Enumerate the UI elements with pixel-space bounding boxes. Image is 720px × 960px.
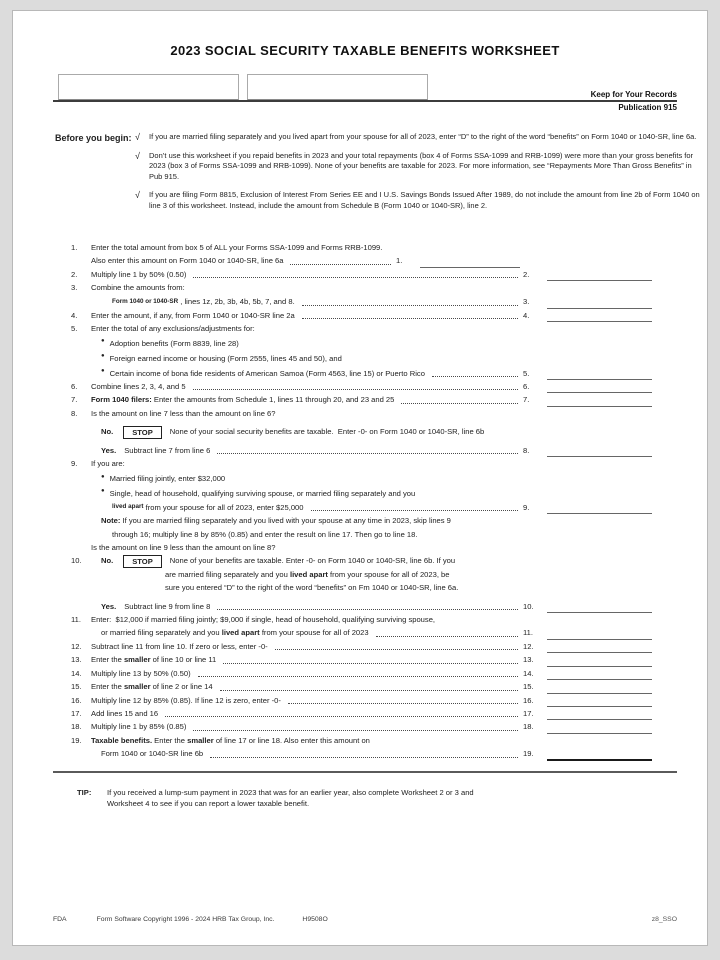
line-ref: 9. — [523, 502, 530, 512]
line-text: from your spouse for all of 2023 — [259, 628, 369, 638]
line-text: Combine the amounts from: — [91, 283, 185, 293]
line-content — [91, 241, 652, 254]
line-text: Adoption benefits (Form 8839, line 28) — [109, 338, 239, 348]
line-text: Multiply line 1 by 85% (0.85) — [91, 722, 187, 732]
bullet-icon: ● — [101, 338, 105, 345]
keep-for-records-label: Keep for Your Records — [590, 90, 677, 99]
footer-right-code: z8_SSO — [651, 916, 677, 923]
line-number: 4. — [71, 310, 78, 320]
yes-no-label: No. — [101, 556, 114, 566]
line-content — [91, 640, 652, 653]
line-number: 6. — [71, 382, 78, 392]
line-content — [91, 485, 652, 500]
line-content — [91, 335, 652, 350]
dotted-leader — [193, 389, 518, 390]
line-ref: 16. — [523, 695, 534, 705]
begin-item — [135, 132, 701, 143]
answer-line[interactable] — [547, 748, 652, 761]
bullet-icon: ● — [101, 473, 105, 480]
line-number: 18. — [71, 722, 82, 732]
worksheet-row — [71, 254, 652, 267]
footer-form-code: H9508O — [302, 916, 328, 923]
line-number — [71, 528, 91, 541]
line-text: None of your social security benefits are taxable. Enter -0- on Form 1040 or 1040-SR, line 6b — [169, 427, 485, 437]
worksheet-page — [12, 10, 708, 946]
line-number: 9. — [71, 459, 78, 469]
line-number — [71, 747, 91, 760]
worksheet-row — [71, 734, 652, 747]
answer-line[interactable] — [547, 682, 652, 694]
line-content — [91, 295, 652, 309]
name-field-box-2[interactable] — [247, 74, 428, 100]
line-text: Subtract line 7 from line 6 — [124, 445, 211, 455]
before-you-begin-label: Before you begin: — [55, 133, 132, 143]
line-text: from your spouse for all of 2023, be — [327, 569, 450, 579]
begin-item-text: Don’t use this worksheet if you repaid benefits in 2023 and your total repayments (box 4 of Forms SSA-1099 and RRB-1099) were more than your gross benefits for 2023 (box 3 of Forms SSA-1099 and RRB-1099). None of your benefits are taxable for 2023. For more information, see “Repayments More Than Gross Benefits” in Pub 915. — [149, 150, 694, 181]
line-content — [91, 471, 652, 486]
line-text: Subtract line 9 from line 8 — [124, 601, 211, 611]
worksheet-row — [71, 720, 652, 733]
line-text: of line 17 or line 18. Also enter this amount on — [213, 735, 370, 745]
dotted-leader — [210, 757, 518, 758]
line-ref: 4. — [523, 310, 530, 320]
line-number — [71, 295, 91, 309]
worksheet-row — [71, 365, 652, 380]
line-number — [71, 626, 91, 639]
line-content — [91, 365, 652, 380]
answer-line[interactable] — [547, 395, 652, 407]
tip-label: TIP: — [77, 787, 92, 797]
line-content — [91, 694, 652, 707]
worksheet-row — [71, 528, 652, 541]
bullet-icon: ● — [101, 353, 105, 360]
line-content — [91, 514, 652, 527]
line-number: 17. — [71, 708, 82, 718]
worksheet-row — [71, 626, 652, 639]
worksheet-row — [71, 335, 652, 350]
line-content — [91, 626, 652, 639]
line-number — [71, 471, 91, 486]
footer-copyright: Form Software Copyright 1996 - 2024 HRB Tax Group, Inc. — [96, 916, 275, 923]
line-content — [91, 254, 520, 267]
line-content — [91, 707, 652, 720]
answer-line[interactable] — [547, 269, 652, 281]
dotted-leader — [302, 305, 518, 306]
line-number: 8. — [71, 408, 78, 418]
dotted-leader — [376, 636, 518, 637]
dotted-leader — [223, 663, 518, 664]
line-text: smaller — [123, 682, 151, 692]
line-text: lived apart — [221, 628, 260, 638]
line-text: Enter the — [91, 682, 124, 692]
page-title: 2023 SOCIAL SECURITY TAXABLE BENEFITS WORKSHEET — [170, 43, 560, 58]
line-number — [71, 541, 91, 554]
line-text: Form 1040 filers: — [91, 395, 152, 405]
worksheet-row — [71, 680, 652, 693]
worksheet-row — [71, 425, 652, 438]
line-text: Note: — [101, 516, 121, 526]
line-ref: 7. — [523, 395, 530, 405]
line-number — [71, 425, 91, 438]
tip-section — [77, 787, 677, 809]
footer-fda-label: FDA — [53, 916, 67, 923]
line-ref: 3. — [523, 297, 530, 307]
line-content — [91, 734, 652, 747]
answer-line[interactable] — [547, 502, 652, 514]
worksheet-row — [71, 281, 652, 294]
dotted-leader — [432, 376, 518, 377]
worksheet-row — [71, 747, 652, 760]
line-content — [91, 568, 652, 581]
worksheet-row — [71, 653, 652, 666]
line-number — [71, 335, 91, 350]
line-content — [91, 393, 652, 406]
line-text: Enter the — [91, 655, 124, 665]
line-ref: 1. — [396, 256, 403, 266]
line-text: Form 1040 or 1040-SR line 6b — [101, 749, 204, 759]
dotted-leader — [217, 609, 518, 610]
worksheet-row — [71, 667, 652, 680]
worksheet-row — [71, 471, 652, 486]
line-content — [91, 500, 652, 514]
worksheet-row — [71, 485, 652, 500]
line-text: Subtract line 11 from line 10. If zero or less, enter -0- — [91, 641, 268, 651]
line-text: smaller — [187, 735, 214, 745]
line-number: 2. — [71, 269, 78, 279]
dotted-leader — [290, 264, 391, 265]
dotted-leader — [198, 676, 518, 677]
answer-line[interactable] — [547, 381, 652, 393]
line-text: through 16; multiply line 8 by 85% (0.85) and enter the result on line 17. Then go to line 18. — [112, 529, 418, 539]
line-text: , lines 1z, 2b, 3b, 4b, 5b, 7, and 8. — [178, 297, 295, 307]
worksheet-row — [71, 295, 652, 309]
line-number — [71, 365, 91, 380]
line-content — [91, 667, 652, 680]
tip-text: If you received a lump-sum payment in 2023 that was for an earlier year, also complete Worksheet 2 or 3 and Worksheet 4 to see if you can report a lower taxable benefit. — [107, 787, 474, 808]
line-number: 10. — [71, 556, 82, 566]
dotted-leader — [288, 703, 518, 704]
dotted-leader — [401, 403, 518, 404]
line-text: Also enter this amount on Form 1040 or 1040-SR, line 6a — [91, 256, 284, 266]
checkmark-icon: √ — [135, 150, 140, 161]
answer-line[interactable] — [547, 641, 652, 653]
yes-no-label: Yes. — [101, 445, 117, 455]
line-number — [71, 485, 91, 500]
line-number — [71, 500, 91, 514]
answer-line[interactable] — [547, 708, 652, 720]
worksheet-row — [71, 393, 652, 406]
line-ref: 12. — [523, 641, 534, 651]
answer-line[interactable] — [547, 722, 652, 734]
answer-line[interactable] — [547, 310, 652, 322]
line-ref: 14. — [523, 668, 534, 678]
line-text: of line 10 or line 11 — [150, 655, 217, 665]
line-content — [91, 407, 652, 420]
line-ref: 13. — [523, 655, 534, 665]
line-text: Multiply line 12 by 85% (0.85). If line 12 is zero, enter -0- — [91, 695, 281, 705]
line-text: Certain income of bona fide residents of American Samoa (Form 4563, line 15) or Puerto Rico — [109, 368, 425, 378]
answer-line[interactable] — [420, 256, 520, 268]
line-number — [71, 568, 91, 581]
line-text: Foreign earned income or housing (Form 2555, lines 45 and 50), and — [109, 353, 342, 363]
line-content — [91, 281, 652, 294]
line-number — [71, 514, 91, 527]
begin-item — [135, 190, 701, 211]
worksheet-row — [71, 457, 652, 470]
line-text: Multiply line 1 by 50% (0.50) — [91, 269, 187, 279]
line-ref: 18. — [523, 722, 534, 732]
worksheet-row — [71, 568, 652, 581]
worksheet-row — [71, 694, 652, 707]
line-content — [91, 541, 652, 554]
line-ref: 10. — [523, 601, 534, 611]
line-content — [91, 457, 652, 470]
dotted-leader — [220, 690, 518, 691]
line-number: 11. — [71, 615, 81, 625]
answer-line[interactable] — [547, 628, 652, 640]
line-ref: 15. — [523, 682, 534, 692]
header — [53, 74, 677, 112]
line-content — [91, 528, 652, 541]
worksheet-row — [71, 350, 652, 365]
line-ref: 11. — [523, 628, 533, 638]
line-content — [91, 350, 652, 365]
line-content — [91, 600, 652, 613]
dotted-leader — [302, 318, 518, 319]
worksheet-row — [71, 581, 652, 594]
line-content — [91, 747, 652, 760]
line-content — [91, 554, 652, 567]
footer — [53, 916, 677, 923]
line-number: 14. — [71, 668, 82, 678]
worksheet-row — [71, 500, 652, 514]
worksheet-row — [71, 444, 652, 457]
line-ref: 17. — [523, 708, 534, 718]
checkmark-icon: √ — [135, 132, 140, 142]
line-text: Married filing jointly, enter $32,000 — [109, 474, 226, 483]
yes-no-label: No. — [101, 427, 114, 437]
line-number: 5. — [71, 323, 78, 333]
line-text: Enter: $12,000 if married filing jointly; $9,000 if single, head of household, qualifying surviving spouse, — [91, 615, 436, 625]
worksheet-row — [71, 241, 652, 254]
yes-no-label: Yes. — [101, 601, 117, 611]
line-number: 16. — [71, 695, 82, 705]
line-text: Single, head of household, qualifying surviving spouse, or married filing separately and you — [109, 488, 416, 498]
line-text: sure you entered “D” to the right of the word “benefits” on Fm 1040 or 1040-SR, line 6a. — [165, 583, 459, 593]
answer-line[interactable] — [547, 655, 652, 667]
begin-item-text: If you are married filing separately and you lived apart from your spouse for all of 2023, enter “D” to the right of the word “benefits” on Form 1040 or 1040-SR, line 6a. — [149, 132, 697, 141]
line-text: Combine lines 2, 3, 4, and 5 — [91, 382, 186, 392]
line-text: Taxable benefits. — [91, 735, 153, 745]
line-text: If you are married filing separately and you lived with your spouse at any time in 2023, skip lines 9 — [120, 516, 451, 526]
line-text: Enter the total amount from box 5 of ALL your Forms SSA-1099 and Forms RRB-1099. — [91, 243, 383, 252]
line-text: Enter the total of any exclusions/adjustments for: — [91, 323, 255, 333]
line-ref: 5. — [523, 368, 530, 378]
dotted-leader — [193, 730, 518, 731]
line-number: 15. — [71, 682, 82, 692]
line-text: Add lines 15 and 16 — [91, 708, 159, 718]
worksheet-row — [71, 541, 652, 554]
line-content — [91, 613, 652, 626]
checkmark-icon: √ — [135, 190, 140, 200]
line-content — [91, 425, 652, 438]
bullet-icon: ● — [101, 488, 105, 495]
line-content — [91, 680, 652, 693]
answer-line[interactable] — [547, 601, 652, 613]
worksheet-row — [71, 268, 652, 281]
worksheet-row — [71, 309, 652, 322]
line-number — [71, 444, 91, 457]
worksheet-row — [71, 514, 652, 527]
line-text: If you are: — [91, 459, 125, 469]
answer-line[interactable] — [547, 297, 652, 309]
line-content — [91, 720, 652, 733]
worksheet — [71, 241, 677, 761]
line-ref: 6. — [523, 382, 530, 392]
dotted-leader — [275, 649, 518, 650]
begin-item-text: If you are filing Form 8815, Exclusion of Interest From Series EE and I U.S. Savings Bonds Issued After 1989, do not include the amount from line 2b of Form 1040 on line 3 of this worksheet. Instead, include the amount from Schedule B (Form 1040 or 1040-SR), line 2. — [149, 190, 700, 210]
line-content — [91, 444, 652, 457]
stop-badge: STOP — [123, 426, 162, 439]
line-text: of line 2 or line 14 — [150, 682, 213, 692]
line-content — [91, 268, 652, 281]
worksheet-row — [71, 407, 652, 420]
worksheet-row — [71, 554, 652, 567]
bullet-icon: ● — [101, 368, 105, 375]
line-content — [91, 581, 652, 594]
publication-label: Publication 915 — [618, 103, 677, 112]
line-number: 1. — [71, 243, 78, 252]
line-text: Enter the amounts from Schedule 1, lines 11 through 20, and 23 and 25 — [151, 395, 395, 405]
line-number — [71, 600, 91, 613]
before-you-begin-section — [55, 132, 700, 219]
tip-divider — [53, 771, 677, 773]
line-number — [71, 350, 91, 365]
line-content — [91, 653, 652, 666]
line-text: or married filing separately and you — [101, 628, 222, 638]
worksheet-row — [71, 380, 652, 393]
line-ref: 8. — [523, 445, 530, 455]
answer-line[interactable] — [547, 445, 652, 457]
dotted-leader — [193, 277, 518, 278]
line-number: 3. — [71, 283, 78, 293]
line-ref: 19. — [523, 749, 534, 759]
line-number: 12. — [71, 641, 82, 651]
answer-line[interactable] — [547, 668, 652, 680]
line-ref: 2. — [523, 269, 530, 279]
line-number — [71, 581, 91, 594]
name-field-box-1[interactable] — [58, 74, 239, 100]
worksheet-row — [71, 322, 652, 335]
line-text: Is the amount on line 9 less than the amount on line 8? — [91, 543, 276, 553]
worksheet-row — [71, 640, 652, 653]
worksheet-row — [71, 707, 652, 720]
stop-badge: STOP — [123, 555, 162, 568]
line-text: Enter the — [152, 735, 188, 745]
line-text: lived apart — [289, 569, 328, 579]
line-text: smaller — [123, 655, 151, 665]
line-number: 19. — [71, 735, 82, 745]
line-text: None of your benefits are taxable. Enter -0- on Form 1040 or 1040-SR, line 6b. If you — [169, 556, 456, 566]
answer-line[interactable] — [547, 695, 652, 707]
line-content — [91, 322, 652, 335]
worksheet-row — [71, 613, 652, 626]
dotted-leader — [217, 453, 518, 454]
line-content — [91, 309, 652, 322]
dotted-leader — [165, 716, 518, 717]
dotted-leader — [311, 510, 519, 511]
line-content — [91, 380, 652, 393]
line-number: 7. — [71, 395, 78, 405]
line-number: 13. — [71, 655, 82, 665]
begin-item — [135, 151, 701, 183]
line-number — [71, 254, 91, 267]
worksheet-row — [71, 600, 652, 613]
line-text: from your spouse for all of 2023, enter $25,000 — [143, 502, 304, 512]
line-text: Multiply line 13 by 50% (0.50) — [91, 668, 191, 678]
line-text: Is the amount on line 7 less than the amount on line 6? — [91, 408, 276, 418]
line-text: are married filing separately and you — [165, 569, 290, 579]
answer-line[interactable] — [547, 368, 652, 380]
line-text: lived apart — [112, 503, 144, 511]
line-text: Form 1040 or 1040-SR — [112, 297, 179, 305]
line-text: Enter the amount, if any, from Form 1040 or 1040-SR line 2a — [91, 310, 295, 320]
